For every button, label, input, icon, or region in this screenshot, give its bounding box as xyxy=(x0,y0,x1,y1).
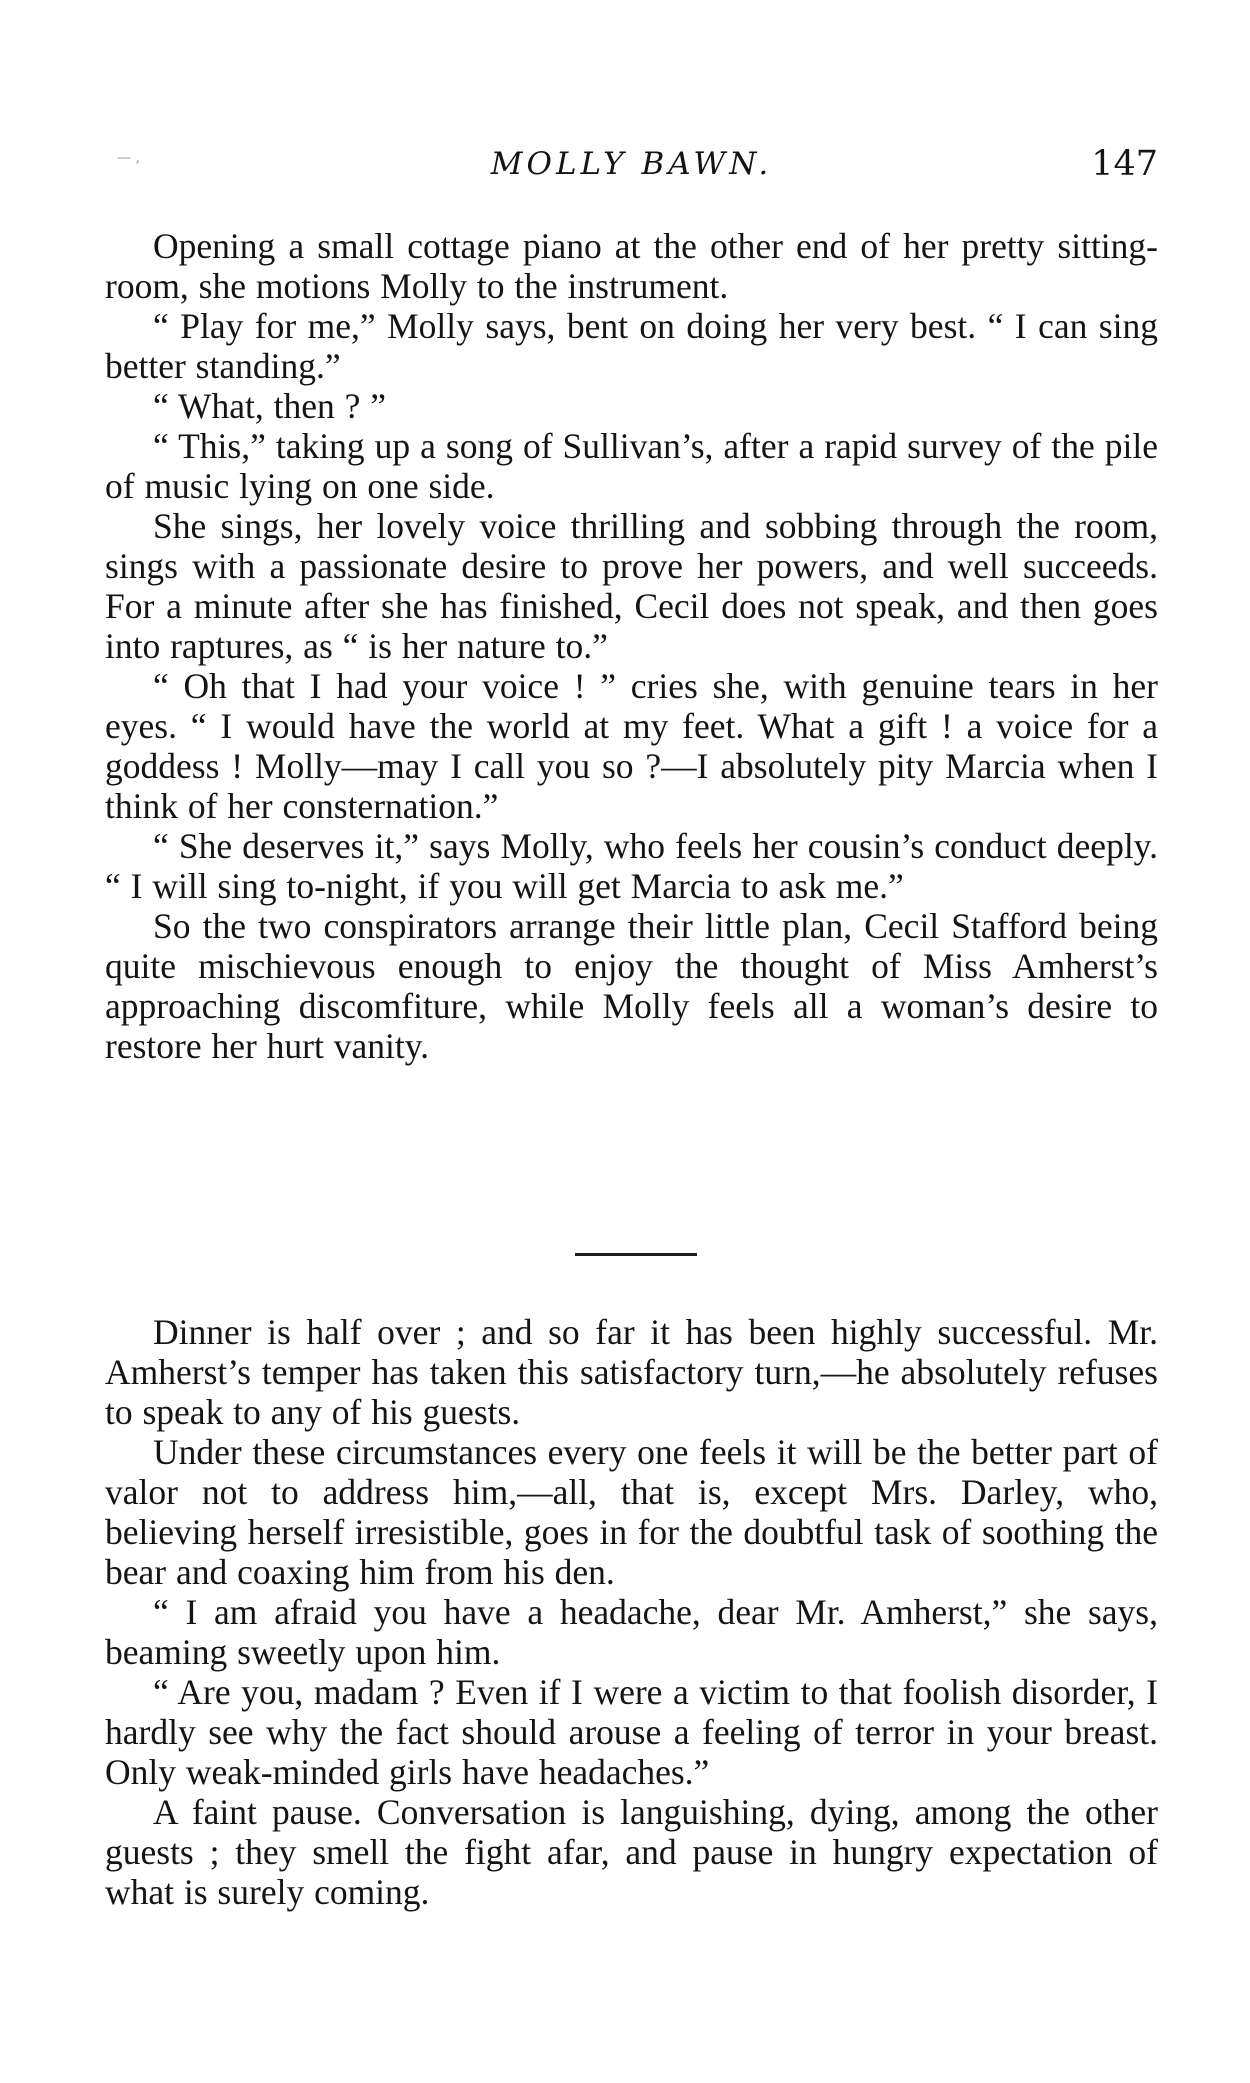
paragraph: “ Oh that I had your voice ! ” cries she, with genuine tears in her eyes. “ I would have the world at my feet. What a gift ! a voice for a goddess ! Molly—may I call you so ?—I absolutely pity Marcia when I think of her consternation.” xyxy=(105,666,1158,826)
paragraph: Opening a small cottage piano at the other end of her pretty sitting-room, she motions Molly to the instrument. xyxy=(105,226,1158,306)
paragraph: Under these circumstances every one feels it will be the better part of valor not to address him,—all, that is, except Mrs. Darley, who, believing herself irresistible, goes in for the doubtful task of soothing the bear and coaxing him from his den. xyxy=(105,1432,1158,1592)
paragraph: “ I am afraid you have a headache, dear Mr. Amherst,” she says, beaming sweetly upon him. xyxy=(105,1592,1158,1672)
paragraph: Dinner is half over ; and so far it has been highly successful. Mr. Amherst’s temper has taken this satisfactory turn,—he absolutely refuses to speak to any of his guests. xyxy=(105,1312,1158,1432)
paragraph: A faint pause. Conversation is languishing, dying, among the other guests ; they smell the fight afar, and pause in hungry expectation of what is surely coming. xyxy=(105,1792,1158,1912)
running-header xyxy=(105,146,1158,194)
paragraph: She sings, her lovely voice thrilling and sobbing through the room, sings with a passionate desire to prove her powers, and well succeeds. For a minute after she has finished, Cecil does not speak, and then goes into raptures, as “ is her nature to.” xyxy=(105,506,1158,666)
paragraph: “ What, then ? ” xyxy=(153,386,386,426)
paragraph: “ Play for me,” Molly says, bent on doing her very best. “ I can sing better standing.” xyxy=(105,306,1158,386)
page-number: 147 xyxy=(1091,144,1158,184)
paragraph: “ Are you, madam ? Even if I were a victim to that foolish disorder, I hardly see why the fact should arouse a feeling of terror in your breast. Only weak-minded girls have headaches.” xyxy=(105,1672,1158,1792)
running-title: MOLLY BAWN. xyxy=(490,146,773,182)
paragraph: So the two conspirators arrange their little plan, Cecil Stafford being quite mischievous enough to enjoy the thought of Miss Amherst’s approaching discomfiture, while Molly feels all a woman’s desire to restore her hurt vanity. xyxy=(105,906,1158,1066)
paragraph: “ This,” taking up a song of Sullivan’s, after a rapid survey of the pile of music lying on one side. xyxy=(105,426,1158,506)
section-divider xyxy=(575,1253,697,1256)
section-two xyxy=(105,1312,1158,1912)
paragraph: “ She deserves it,” says Molly, who feels her cousin’s conduct deeply. “ I will sing to-night, if you will get Marcia to ask me.” xyxy=(105,826,1158,906)
section-one xyxy=(105,226,1158,1066)
corner-mark: — , xyxy=(117,150,140,166)
